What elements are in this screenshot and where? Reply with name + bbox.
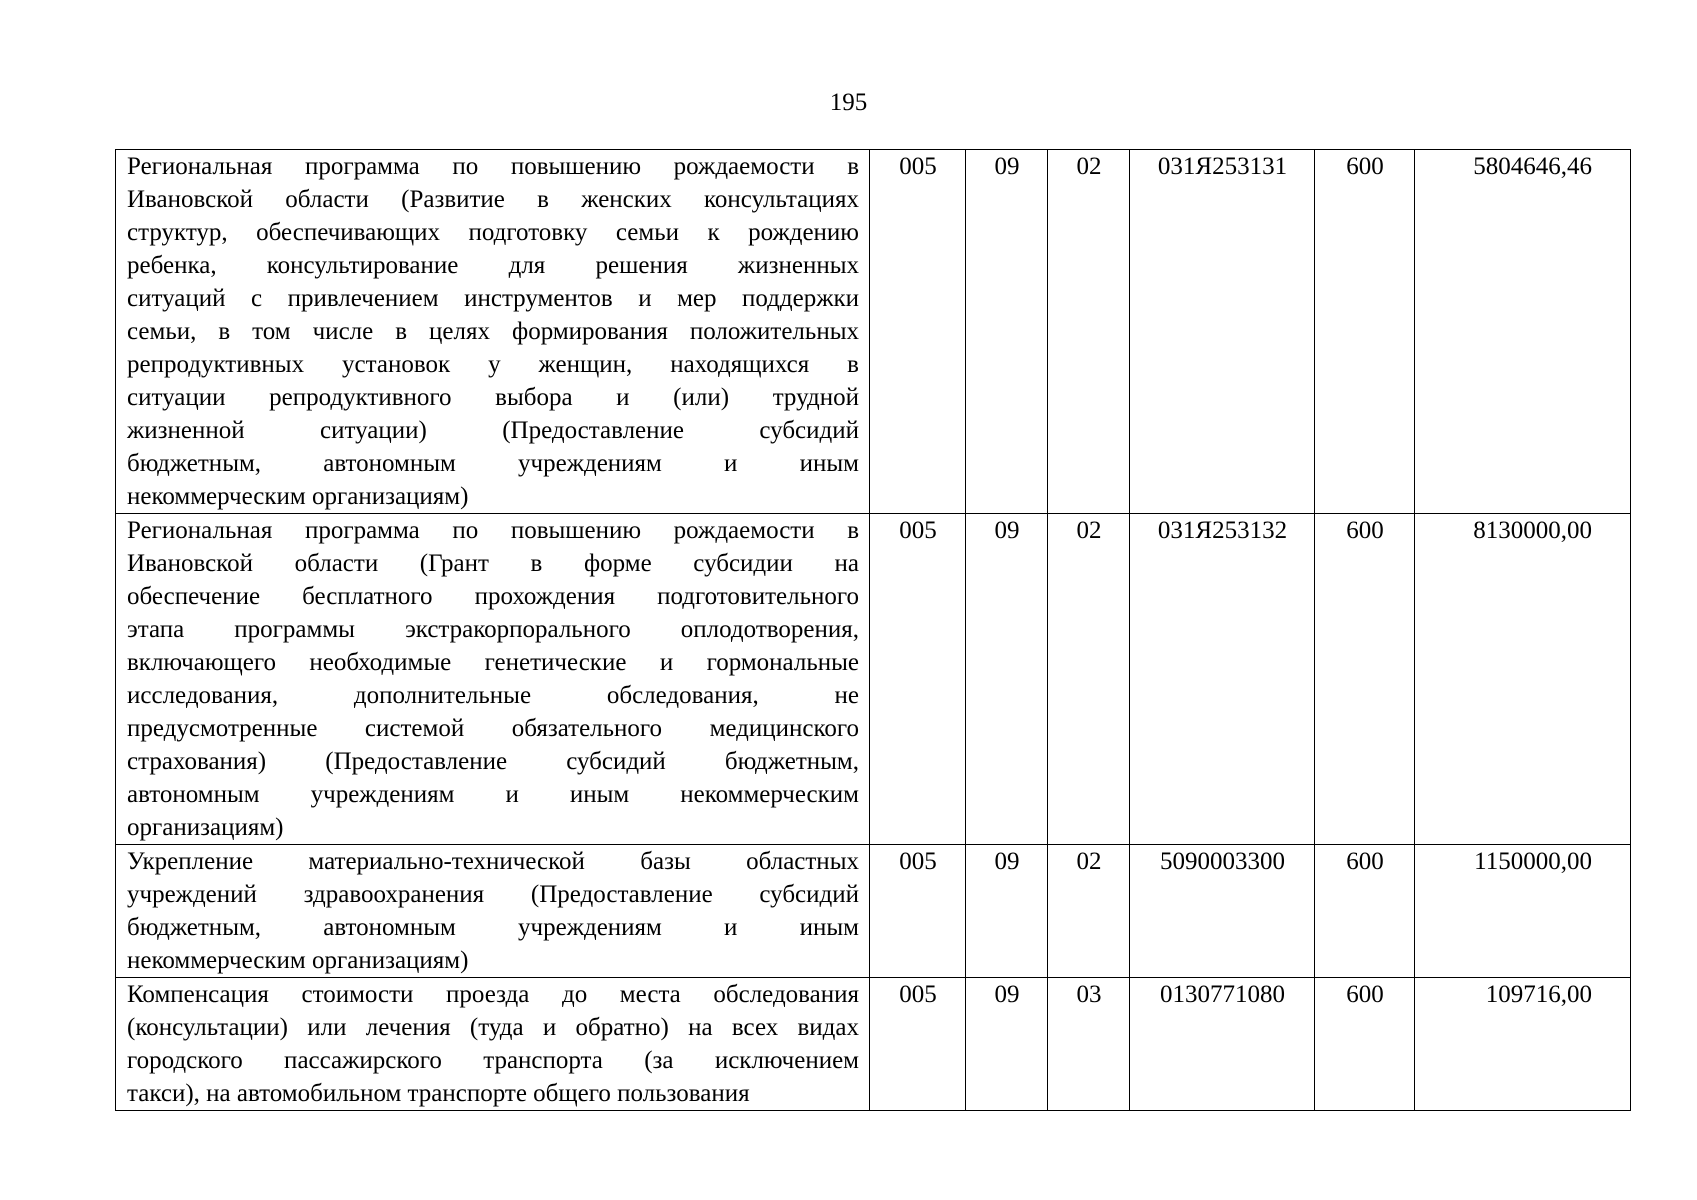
expense-name-line: автономным учреждениям и иным некоммерческим	[127, 781, 859, 808]
section-code-cell: 09	[966, 150, 1048, 514]
target-article-cell: 031Я253132	[1130, 514, 1315, 845]
expense-name-cell	[116, 978, 870, 1111]
expense-name-line: ситуации репродуктивного выбора и (или) трудной	[127, 384, 859, 411]
expense-name-line: городского пассажирского транспорта (за исключением	[127, 1047, 859, 1074]
expense-name-line: учреждений здравоохранения (Предоставление субсидий	[127, 881, 859, 908]
table-row	[116, 514, 1631, 845]
expense-name-line: Ивановской области (Развитие в женских консультациях	[127, 186, 859, 213]
budget-table	[115, 149, 1631, 1111]
section-code-cell: 09	[966, 845, 1048, 978]
expense-name-line: Ивановской области (Грант в форме субсидии на	[127, 550, 859, 577]
expense-name-line: страхования) (Предоставление субсидий бюджетным,	[127, 748, 859, 775]
subsection-code-cell: 03	[1048, 978, 1130, 1111]
expense-name-line: (консультации) или лечения (туда и обратно) на всех видах	[127, 1014, 859, 1041]
subsection-code-cell: 02	[1048, 514, 1130, 845]
expense-type-cell: 600	[1315, 150, 1415, 514]
expense-name-line: ситуаций с привлечением инструментов и мер поддержки	[127, 285, 859, 312]
expense-name-line: некоммерческим организациям)	[127, 483, 469, 510]
amount-cell: 8130000,00	[1415, 514, 1631, 845]
expense-name-line: жизненной ситуации) (Предоставление субсидий	[127, 417, 859, 444]
ministry-code-cell: 005	[870, 845, 966, 978]
expense-name-line: обеспечение бесплатного прохождения подготовительного	[127, 583, 859, 610]
section-code-cell: 09	[966, 514, 1048, 845]
amount-cell: 1150000,00	[1415, 845, 1631, 978]
target-article-cell: 031Я253131	[1130, 150, 1315, 514]
expense-name-line: Региональная программа по повышению рождаемости в	[127, 153, 859, 180]
expense-name-line: репродуктивных установок у женщин, находящихся в	[127, 351, 859, 378]
expense-name-line: ребенка, консультирование для решения жизненных	[127, 252, 859, 279]
table-row	[116, 150, 1631, 514]
expense-name-line: Региональная программа по повышению рождаемости в	[127, 517, 859, 544]
amount-cell: 5804646,46	[1415, 150, 1631, 514]
expense-name-line: Укрепление материально-технической базы областных	[127, 848, 859, 875]
ministry-code-cell: 005	[870, 978, 966, 1111]
expense-name-cell	[116, 845, 870, 978]
ministry-code-cell: 005	[870, 514, 966, 845]
expense-name-line: бюджетным, автономным учреждениям и иным	[127, 450, 859, 477]
expense-name-line: включающего необходимые генетические и гормональные	[127, 649, 859, 676]
ministry-code-cell: 005	[870, 150, 966, 514]
expense-type-cell: 600	[1315, 978, 1415, 1111]
target-article-cell: 0130771080	[1130, 978, 1315, 1111]
amount-cell: 109716,00	[1415, 978, 1631, 1111]
expense-name-cell	[116, 514, 870, 845]
expense-name-line: некоммерческим организациям)	[127, 947, 469, 974]
expense-type-cell: 600	[1315, 514, 1415, 845]
expense-name-line: исследования, дополнительные обследования, не	[127, 682, 859, 709]
subsection-code-cell: 02	[1048, 845, 1130, 978]
target-article-cell: 5090003300	[1130, 845, 1315, 978]
page-number: 195	[829, 89, 868, 116]
expense-name-line: бюджетным, автономным учреждениям и иным	[127, 914, 859, 941]
expense-name-line: такси), на автомобильном транспорте общего пользования	[127, 1080, 750, 1107]
expense-name-line: семьи, в том числе в целях формирования положительных	[127, 318, 859, 345]
table-row	[116, 845, 1631, 978]
section-code-cell: 09	[966, 978, 1048, 1111]
expense-name-line: предусмотренные системой обязательного медицинского	[127, 715, 859, 742]
expense-name-line: Компенсация стоимости проезда до места обследования	[127, 981, 859, 1008]
expense-type-cell: 600	[1315, 845, 1415, 978]
subsection-code-cell: 02	[1048, 150, 1130, 514]
expense-name-line: организациям)	[127, 814, 284, 841]
expense-name-line: структур, обеспечивающих подготовку семьи к рождению	[127, 219, 859, 246]
expense-name-line: этапа программы экстракорпорального оплодотворения,	[127, 616, 859, 643]
table-row	[116, 978, 1631, 1111]
expense-name-cell	[116, 150, 870, 514]
